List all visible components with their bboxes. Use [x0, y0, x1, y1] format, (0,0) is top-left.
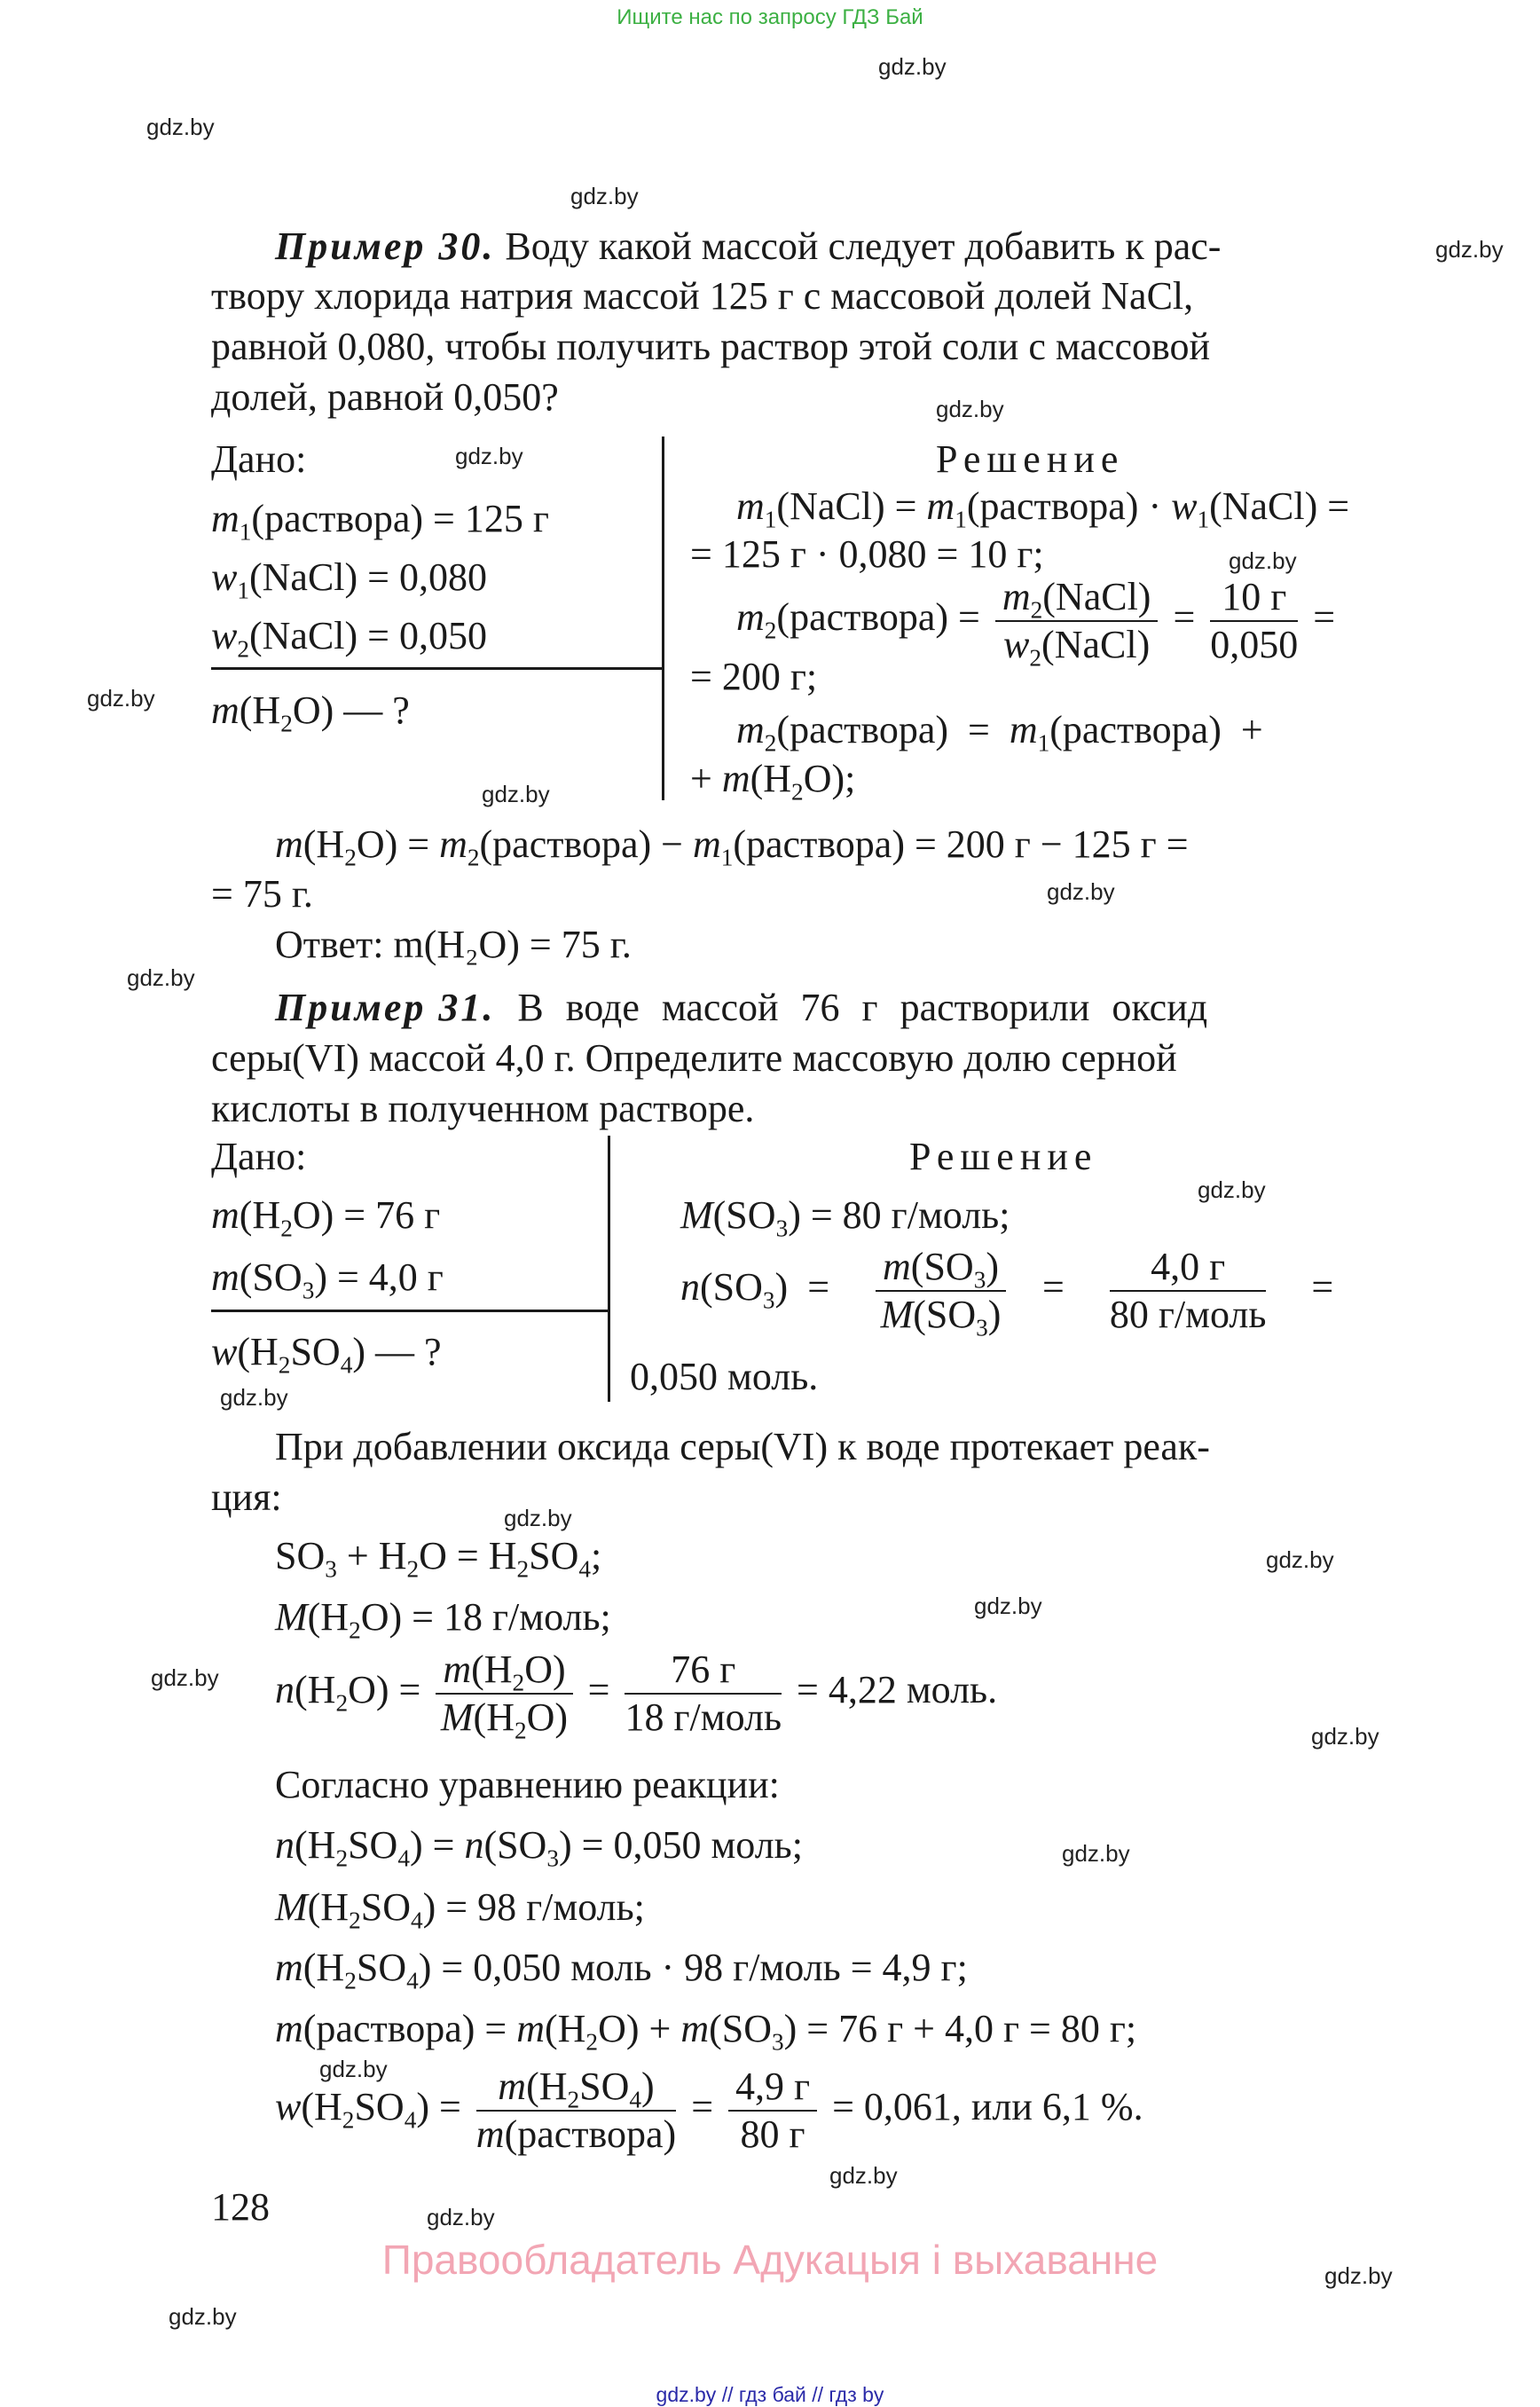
watermark: gdz.by	[1324, 2262, 1393, 2289]
top-banner[interactable]: Ищите нас по запросу ГДЗ Бай	[617, 5, 923, 29]
watermark: gdz.by	[504, 1505, 572, 1531]
footer-links[interactable]: gdz.by // гдз бай // гдз by	[656, 2383, 884, 2406]
solution31-n-h2so4: $n(H_2SO_4) = n(SO_3) = 0,050$ моль;	[275, 1823, 803, 1872]
solution30-line8: = 75 г.	[211, 872, 313, 916]
given-m-so3: $m(SO_3) = 4,0$ г	[211, 1255, 444, 1304]
watermark: gdz.by	[1311, 1723, 1379, 1750]
reaction-equation: $SO_3 + H_2O = H_2SO_4$;	[275, 1534, 602, 1583]
example31-given-label: Дано:	[211, 1135, 307, 1178]
given-solution-divider	[662, 437, 664, 800]
page-number: 128	[211, 2185, 270, 2229]
watermark: gdz.by	[1047, 878, 1115, 905]
solution31-n-so3: $n(SO_3)$ = $\frac{m(SO_3)}{M(SO_3)}$ = $\frac{4,0 г}{\text{80 г/моль}}$ =	[680, 1245, 1334, 1341]
solution30-line7: $m(H_2O)$ = $m_2(раствора)$ − $m_1(раствора) = 200$ г − 125 г =	[275, 822, 1189, 871]
example30-statement-line3: равной 0,080, чтобы получить раствор этой соли с массовой	[211, 325, 1210, 368]
given-solution-divider	[608, 1136, 610, 1402]
solution31-n-so3-result: 0,050 моль.	[630, 1355, 819, 1398]
watermark: gdz.by	[127, 964, 195, 991]
example31-by-equation: Согласно уравнению реакции:	[275, 1763, 780, 1806]
watermark: gdz.by	[570, 183, 639, 209]
watermark: gdz.by	[829, 2162, 898, 2189]
watermark: gdz.by	[482, 781, 550, 807]
solution31-n-h2o: $n(H_2O)$ = $\frac{m(H_2O)}{M(H_2O)}$ = $\frac{76 г}{\text{18 г/моль}}$ = 4,22 моль.	[275, 1648, 998, 1744]
example31-reaction-text-line1: При добавлении оксида серы(VI) к воде протекает реак-	[275, 1425, 1210, 1468]
example31-reaction-text-line2: ция:	[211, 1475, 282, 1519]
solution31-m-solution: m(раствора) = $m(H_2O) + m(SO_3) = 76$ г + 4,0 г = 80 г;	[275, 2007, 1137, 2056]
given-m-h2o: $m(H_2O) = 76$ г	[211, 1193, 441, 1242]
watermark: gdz.by	[151, 1664, 219, 1691]
example30-statement-line2: твору хлорида натрия массой 125 г с массовой долей NaCl,	[211, 274, 1194, 318]
example30-solution-label: Решение	[936, 437, 1125, 481]
example31-statement-line2: серы(VI) массой 4,0 г. Определите массовую долю серной	[211, 1036, 1177, 1080]
solution31-molar-h2so4: $M(H_2SO_4) = 98$ г/моль;	[275, 1885, 645, 1934]
watermark: gdz.by	[1062, 1840, 1130, 1867]
watermark: gdz.by	[1198, 1176, 1266, 1203]
example30-title: Пример 30.	[275, 224, 496, 268]
example31-title: Пример 31.	[275, 986, 496, 1029]
example31-solution-label: Решение	[909, 1135, 1098, 1178]
example31-statement-line1: Пример 31. В воде массой 76 г растворили оксид	[275, 986, 1208, 1029]
watermark: gdz.by	[1435, 236, 1504, 263]
solution30-line1: $m_1(NaCl)$ = $m_1(раствора)$ · $w_1(NaCl)$ =	[736, 484, 1350, 533]
find-m-h2o: $m(H_2O)$ — ?	[211, 688, 410, 737]
watermark: gdz.by	[974, 1593, 1042, 1619]
example30-statement-line1: Пример 30. Воду какой массой следует добавить к рас-	[275, 224, 1222, 268]
watermark: gdz.by	[169, 2303, 237, 2330]
solution30-line3: $m_2(раствора)$ = $\frac{m_2(NaCl)}{w_2(NaCl)}$ = $\frac{10 г}{0,050}$ =	[736, 575, 1336, 672]
watermark: gdz.by	[878, 53, 947, 80]
find-w-h2so4: $w(H_2SO_4)$ — ?	[211, 1330, 442, 1379]
solution31-w-h2so4: $w(H_2SO_4)$ = $\frac{m(H_2SO_4)}{\text{m(раствора)}}$ = $\frac{4,9 г}{80 г}$ = 0,061, или 6,1 %.	[275, 2065, 1143, 2156]
solution30-line2: = 125 г · 0,080 = 10 г;	[690, 532, 1044, 576]
watermark: gdz.by	[319, 2056, 388, 2082]
watermark: gdz.by	[1266, 1546, 1334, 1573]
example31-statement-line3: кислоты в полученном растворе.	[211, 1087, 755, 1130]
watermark: gdz.by	[1229, 547, 1297, 574]
given-m1-solution: $m_1(раствора) = 125$ г	[211, 497, 549, 546]
example30-given-label: Дано:	[211, 437, 307, 481]
given-separator	[211, 1310, 609, 1312]
watermark: gdz.by	[220, 1384, 288, 1411]
watermark: gdz.by	[936, 396, 1004, 422]
solution30-line6: + $m(H_2O)$;	[690, 757, 856, 806]
watermark: gdz.by	[455, 443, 523, 469]
solution30-line5: $m_2(раствора)$ = $m_1(раствора)$ +	[736, 708, 1263, 757]
given-separator	[211, 667, 664, 670]
example30-statement-line4: долей, равной 0,050?	[211, 375, 559, 419]
solution31-molar-so3: $M(SO_3) = 80$ г/моль;	[680, 1193, 1010, 1242]
example30-answer: Ответ: m(H₂O) = 75 г.	[275, 923, 632, 966]
solution31-molar-h2o: $M(H_2O) = 18$ г/моль;	[275, 1595, 611, 1644]
watermark: gdz.by	[427, 2204, 495, 2230]
watermark: gdz.by	[87, 685, 155, 712]
solution31-m-h2so4: $m(H_2SO_4) = 0,050$ моль · 98 г/моль = 4,9 г;	[275, 1946, 968, 1994]
given-w1-nacl: $w_1(NaCl) = 0,080$	[211, 555, 487, 604]
solution30-line4: = 200 г;	[690, 655, 818, 698]
watermark: gdz.by	[146, 114, 215, 140]
given-w2-nacl: $w_2(NaCl) = 0,050$	[211, 614, 487, 663]
rights-holder: Правообладатель Адукацыя і выхаванне	[381, 2237, 1159, 2283]
